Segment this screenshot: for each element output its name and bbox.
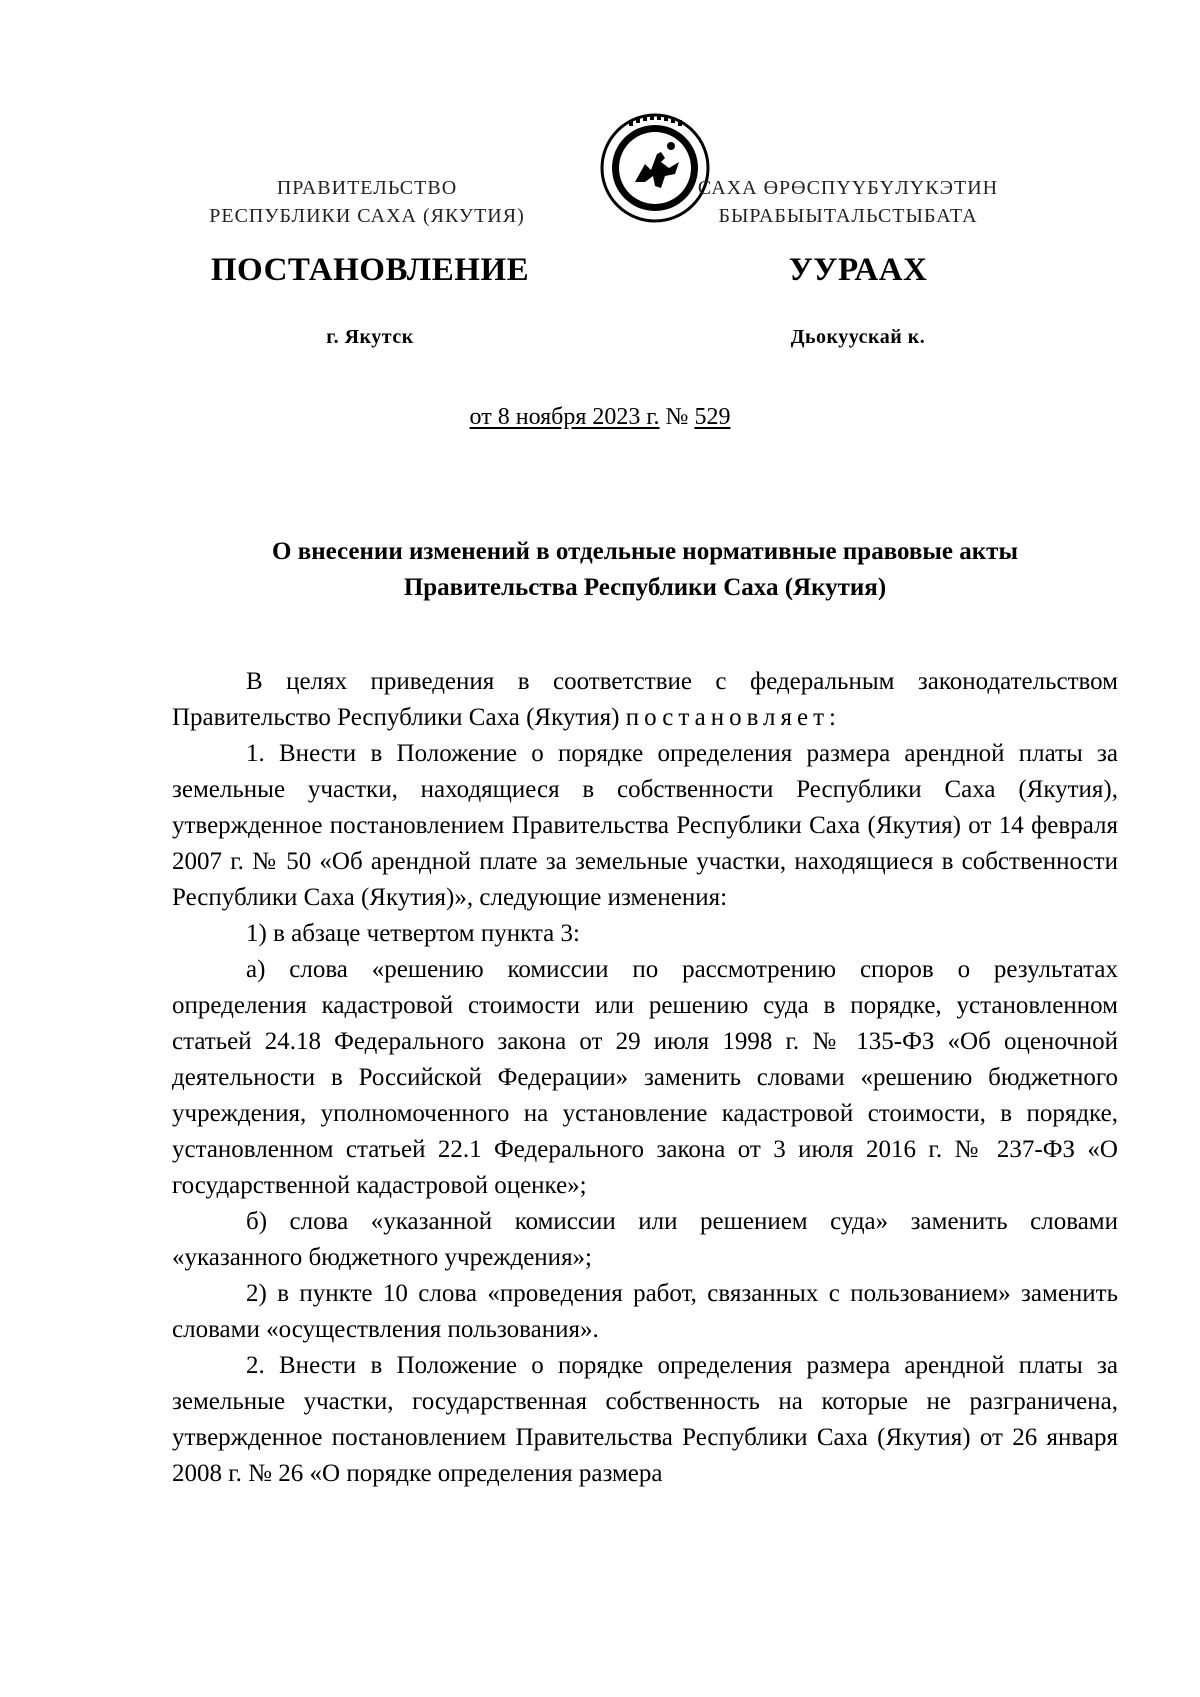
- document-body: [172, 664, 1118, 1492]
- date-and-number: [0, 404, 1200, 431]
- paragraph-item-1: 1. Внести в Положение о порядке определения размера арендной платы за земельные участки, находящиеся в собственности Республики Саха (Якутия), утвержденное постановлением Правительства Республики Саха (Якутия) от 14 февраля 2007 г. № 50 «Об арендной плате за земельные участки, находящиеся в собственности Республики Саха (Якутия)», следующие изменения:: [172, 740, 1118, 911]
- preamble-paragraph: [172, 664, 1118, 736]
- title-line-1: О внесении изменений в отдельные нормативные правовые акты: [272, 538, 1018, 565]
- place-russian: г. Якутск: [326, 326, 414, 348]
- issuer-line-1: ПРАВИТЕЛЬСТВО: [276, 177, 458, 199]
- issuer-name-russian: [167, 174, 567, 230]
- issuer-yakut-line-2: БЫРАБЫЫТАЛЬСТЫБАТА: [718, 205, 978, 227]
- paragraph-subitem-a: а) слова «решению комиссии по рассмотрению споров о результатах определения кадастровой стоимости или решению суда в порядке, установленном статьей 24.18 Федерального закона от 29 июля 1998 г. № 135-ФЗ «Об оценочной деятельности в Российской Федерации» заменить словами «решению бюджетного учреждения, уполномоченного на установление кадастровой стоимости, в порядке, установленном статьей 22.1 Федерального закона от 3 июля 2016 г. № 237-ФЗ «О государственной кадастровой оценке»;: [172, 956, 1118, 1199]
- number-sign: №: [665, 404, 689, 430]
- paragraph-item-2: 2. Внести в Положение о порядке определения размера арендной платы за земельные участки, государственная собственность на которые не разграничена, утвержденное постановлением Правительства Республики Саха (Якутия) от 26 января 2008 г. № 26 «О порядке определения размера: [172, 1352, 1118, 1487]
- place-yakut: Дьокуускай к.: [790, 326, 926, 348]
- document-date: от 8 ноября 2023 г.: [469, 404, 660, 430]
- paragraph-subitem-1: 1) в абзаце четвертом пункта 3:: [246, 920, 580, 947]
- issuer-yakut-line-1: САХА ӨРӨСПҮҮБҮЛҮКЭТИН: [697, 177, 999, 199]
- paragraph-subitem-b: б) слова «указанной комиссии или решением суда» заменить словами «указанного бюджетного учреждения»;: [172, 1208, 1118, 1271]
- title-line-2: Правительства Республики Саха (Якутия): [403, 574, 887, 601]
- document-number: 529: [694, 404, 731, 430]
- paragraph-subitem-2: 2) в пункте 10 слова «проведения работ, связанных с пользованием» заменить словами «осуществления пользования».: [172, 1280, 1118, 1343]
- resolves-word: постановляет:: [625, 704, 841, 731]
- doc-type-russian: ПОСТАНОВЛЕНИЕ: [210, 252, 530, 288]
- issuer-name-yakut: [648, 174, 1048, 230]
- document-title: [160, 534, 1130, 606]
- preamble-text: В целях приведения в соответствие с федеральным законодательством Правительство Республики Саха (Якутия): [172, 668, 1118, 731]
- doc-type-yakut: УУРААХ: [788, 252, 928, 288]
- issuer-line-2: РЕСПУБЛИКИ САХА (ЯКУТИЯ): [209, 205, 525, 227]
